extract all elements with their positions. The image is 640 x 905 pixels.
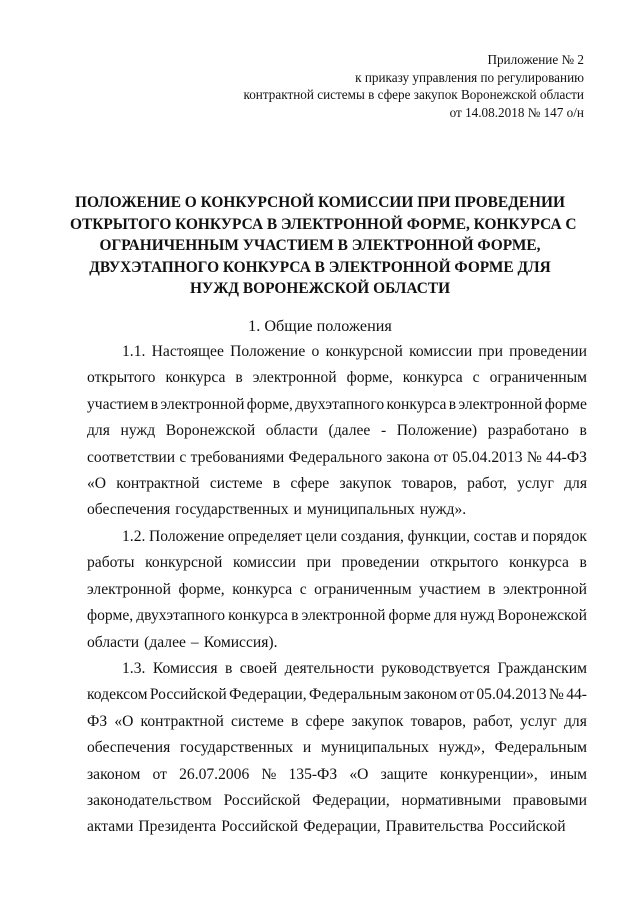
word: Воронежской [497,607,587,625]
word: 1.2. [122,528,146,545]
word: двухэтапного [136,607,226,625]
word: работы [87,554,135,572]
word: и [302,739,312,757]
word: электронной [87,580,171,598]
word: двухэтапного [295,395,385,413]
word: цели [305,528,338,545]
word: для [564,474,587,492]
word: конкурса [402,369,463,387]
word: конкуренции», [439,765,538,783]
word: защите [380,765,428,783]
word: с [179,448,187,466]
word: о [311,343,320,360]
text-line [87,735,587,761]
word: разработано [487,422,569,440]
word: 44-ФЗ [546,448,587,466]
appendix-line: контрактной системы в сфере закупок Воронежской области [243,87,584,102]
word: Федеральным [309,686,402,704]
word: в [224,660,233,677]
word: сфере [290,474,330,492]
word: закона [386,448,430,466]
word: № [261,765,277,783]
word: (далее [144,633,186,651]
word: Российской [488,818,566,836]
word: Воронежской [165,422,256,440]
word: требованиями [190,448,285,466]
appendix-line: к приказу управления по регулированию [355,69,584,85]
word: Федерального [288,448,383,466]
text-line [87,418,587,444]
word: Федеральным [494,739,587,757]
text-line [87,497,587,523]
appendix-line: Приложение № 2 [487,52,584,67]
word: Правительства [385,818,484,836]
word: Российской [221,818,299,836]
word: проведении [341,554,420,572]
word: и [293,501,302,519]
text-line [87,471,587,497]
word: электронной [252,369,337,387]
word: контрактной [140,712,224,730]
word: 05.04.2013 [452,448,523,466]
word: системе [209,474,263,492]
word: конкурса [509,554,569,572]
paragraph-1-2 [87,524,587,656]
text-line [87,788,587,814]
appendix-line: от 14.08.2018 № 147 о/н [449,104,584,120]
word: нормативными [401,791,502,809]
text-line [87,365,587,391]
word: государственных [175,501,289,519]
word: нужд», [438,739,485,757]
word: конкурса [228,607,289,625]
word: конкурса [165,369,226,387]
text-line [87,577,587,603]
word: Гражданским [497,660,587,677]
word: в [579,554,587,572]
word: законом [403,686,458,704]
word: для [564,712,587,730]
word: деятельности [284,660,374,677]
word: обеспечения [87,739,171,757]
title-line: ДВУХЭТАПНОГО КОНКУРСА В ЭЛЕКТРОННОЙ ФОРМЕ ДЛЯ [89,258,551,276]
word: открытого [430,554,499,572]
word: форме [388,607,431,625]
word: услуг [520,712,557,730]
word: законодательством [87,791,212,809]
word: руководствуется [381,660,491,677]
word: № [526,448,542,466]
word: с [299,580,307,598]
title-line: НУЖД ВОРОНЕЖСКОЙ ОБЛАСТИ [189,280,451,297]
word: 26.07.2006 [179,765,250,783]
word: форме, [178,580,225,598]
word: конкурса [386,395,447,413]
word: муниципальных [320,739,429,757]
word: своей [239,660,278,677]
text-line [87,339,587,365]
word: ФЗ [87,712,108,730]
word: электронной [301,607,386,625]
text-line [87,762,587,788]
word: комиссии [409,343,473,360]
word: конкурсной [325,343,403,360]
text-line [87,814,587,840]
word: контрактной [116,474,200,492]
word: обеспечения [87,501,171,519]
word: закупок [351,712,404,730]
word: товаров, [401,474,457,492]
word: работ, [473,712,513,730]
word: от [459,686,474,704]
word: и [520,528,529,545]
text-line [87,524,587,550]
word: участием [87,395,149,413]
word: системе [231,712,284,730]
text-line [87,550,587,576]
word: № [548,686,564,704]
word: правовыми [512,791,587,809]
word: Комиссия). [203,633,278,651]
text-line [87,656,587,682]
word: от [433,448,449,466]
word: закупок [339,474,392,492]
word: соответствии [87,448,176,466]
word: Настоящее [151,343,224,360]
title-line: ОТКРЫТОГО КОНКУРСА В ЭЛЕКТРОННОЙ ФОРМЕ, КОНКУРСА С [70,215,577,233]
word: форме, [87,607,134,625]
word: Комиссия [152,660,218,677]
word: 135-ФЗ [288,765,338,783]
paragraph-1-1 [87,339,587,524]
word: ограниченным [314,580,412,598]
word: открытого [87,369,156,387]
word: в [448,395,457,413]
document-title [70,192,577,300]
word: комиссии [232,554,296,572]
word: в [290,712,299,730]
word: Положение [149,528,225,545]
word: 44- [566,686,587,704]
word: Положение) [396,422,478,440]
word: для [87,422,110,440]
word: при [306,554,332,572]
text-line [87,709,587,735]
word: конкурсной [145,554,223,572]
word: в [150,395,159,413]
title-line: ПОЛОЖЕНИЕ О КОНКУРСНОЙ КОМИССИИ ПРИ ПРОВЕДЕНИИ [75,194,565,211]
word: ограниченным [489,369,587,387]
word: в [579,422,587,440]
word: электронной [503,580,587,598]
word: форме, [346,369,393,387]
text-line [87,630,587,656]
paragraph-1-3 [87,656,587,841]
word: государственных [179,739,294,757]
section-heading: 1. Общие положения [248,317,392,335]
word: 1.1. [122,343,146,360]
word: создания, [340,528,404,545]
word: муниципальных [306,501,415,519]
word: актами [87,818,134,836]
word: конкурса [232,580,293,598]
word: Федерации, [229,686,307,704]
word: области [265,422,318,440]
word: состав [473,528,517,545]
text-line [87,392,587,418]
word: для [433,607,457,625]
word: «О [87,474,107,492]
word: электронной [160,395,245,413]
word: в [291,607,299,625]
word: Положение [230,343,306,360]
title-line: ОГРАНИЧЕННЫМ УЧАСТИЕМ В ЭЛЕКТРОННОЙ ФОРМЕ, [99,237,541,254]
word: - [380,422,387,440]
word: работ, [467,474,507,492]
word: 05.04.2013 [476,686,547,704]
word: от [152,765,167,783]
word: Президента [138,818,217,836]
word: нужд [120,422,156,440]
word: нужд». [419,501,467,519]
word: услуг [517,474,554,492]
word: проведении [509,343,587,360]
word: участием [419,580,481,598]
word: иным [549,765,587,783]
text-line [87,682,587,708]
word: в [272,474,281,492]
word: «О [114,712,134,730]
text-line [87,445,587,471]
word: в [235,369,243,387]
word: порядок [532,528,587,545]
word: определяет [227,528,303,545]
word: с [472,369,480,387]
word: при [478,343,503,360]
word: сфере [305,712,345,730]
word: «О [349,765,369,783]
word: Российской [223,791,301,809]
word: форме [544,395,587,413]
word: Федерации, [312,791,390,809]
word: товаров, [410,712,466,730]
word: в [488,580,496,598]
word: кодексом [87,686,148,704]
word: – [190,633,199,651]
word: форме, [246,395,293,413]
appendix-header [243,51,584,121]
word: электронной [458,395,543,413]
word: законом [87,765,141,783]
text-line [87,603,587,629]
word: 1.3. [122,660,146,677]
word: нужд [459,607,495,625]
word: Российской [149,686,227,704]
word: (далее [328,422,371,440]
word: области [87,633,140,651]
word: Федерации, [303,818,381,836]
word: функции, [407,528,470,545]
